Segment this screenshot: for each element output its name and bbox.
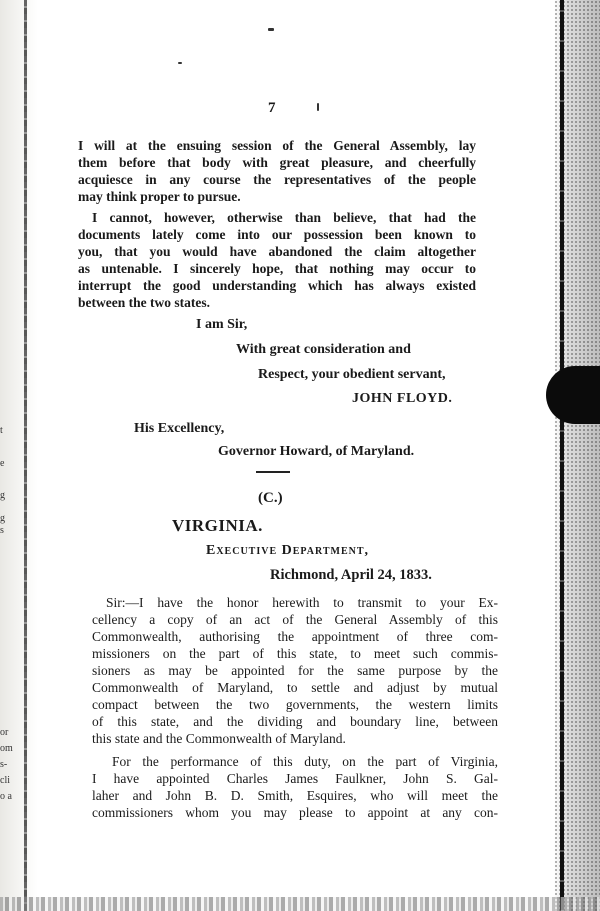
text-line: documents lately come into our possession been known to [78,227,476,242]
margin-fragment: t [0,425,3,436]
text-line: them before that body with great pleasure, and cheerfully [78,155,476,170]
closing-line-2: Respect, your obedient servant, [258,367,446,382]
margin-fragment: e [0,458,5,469]
state-heading: VIRGINIA. [172,516,263,535]
closing-line-1: With great consideration and [236,342,411,357]
text-line: I have appointed Charles James Faulkner, John S. Gal- [92,771,498,786]
paragraph-1 [78,137,476,205]
paragraph-2 [78,209,476,311]
binding-band [560,0,564,911]
text-line: Commonwealth, authorising the appointment of three com- [92,629,498,644]
text-line: missioners on the part of this state, to meet such commis- [92,646,498,661]
paragraph-3 [92,594,498,747]
scan-speck [317,103,319,111]
paragraph-4 [92,753,498,821]
margin-fragment: s [0,525,4,536]
text-line: For the performance of this duty, on the part of Virginia, [112,754,498,769]
margin-fragment: g [0,490,5,501]
margin-fragment: or [0,727,9,738]
margin-fragment: o a [0,791,12,802]
text-line: Commonwealth of Maryland, to settle and adjust by mutual [92,680,498,695]
text-line: may think proper to pursue. [78,189,241,204]
scan-right-edge [554,0,600,911]
page-number: 7 [268,100,276,116]
department-heading: Executive Department, [206,543,370,558]
text-line: laher and John B. D. Smith, Esquires, who will meet the [92,788,498,803]
text-line: you, that you would have abandoned the claim altogether [78,244,476,259]
text-line: of this state, and the dividing and boundary line, between [92,714,498,729]
text-line: interrupt the good understanding which has always existed [78,278,476,293]
text-line: compact between the two governments, the western limits [92,697,498,712]
margin-fragment: s- [0,759,8,770]
section-separator [256,471,290,473]
section-marker: (C.) [258,490,283,506]
text-line: I cannot, however, otherwise than believe, that had the [92,210,476,225]
addressee-name: Governor Howard, of Maryland. [218,444,415,459]
text-line: as untenable. I sincerely hope, that nothing may occur to [78,261,476,276]
text-line: this state and the Commonwealth of Maryland. [92,731,346,746]
text-line: Sir:—I have the honor herewith to transmit to your Ex- [106,595,498,610]
binding-shadow [546,366,600,424]
margin-fragment: om [0,743,13,754]
text-line: acquiesce in any course the representatives of the people [78,172,476,187]
scan-speck [178,62,182,64]
margin-fragment: cli [0,775,10,786]
scan-bottom-edge [0,897,600,911]
text-line: sioners as may be appointed for the same purpose by the [92,663,498,678]
text-line: I will at the ensuing session of the General Assembly, lay [78,138,476,153]
text-line: commissioners whom you may please to appoint at any con- [92,805,498,820]
letter-date: Richmond, April 24, 1833. [270,567,432,583]
scan-speck [268,28,274,31]
signature: JOHN FLOYD. [352,391,453,406]
closing-salutation: I am Sir, [196,317,248,332]
text-line: cellency a copy of an act of the General Assembly of this [92,612,498,627]
binding-rule [24,0,27,911]
margin-fragment: g [0,513,5,524]
text-line: between the two states. [78,295,210,310]
addressee-title: His Excellency, [134,421,225,436]
